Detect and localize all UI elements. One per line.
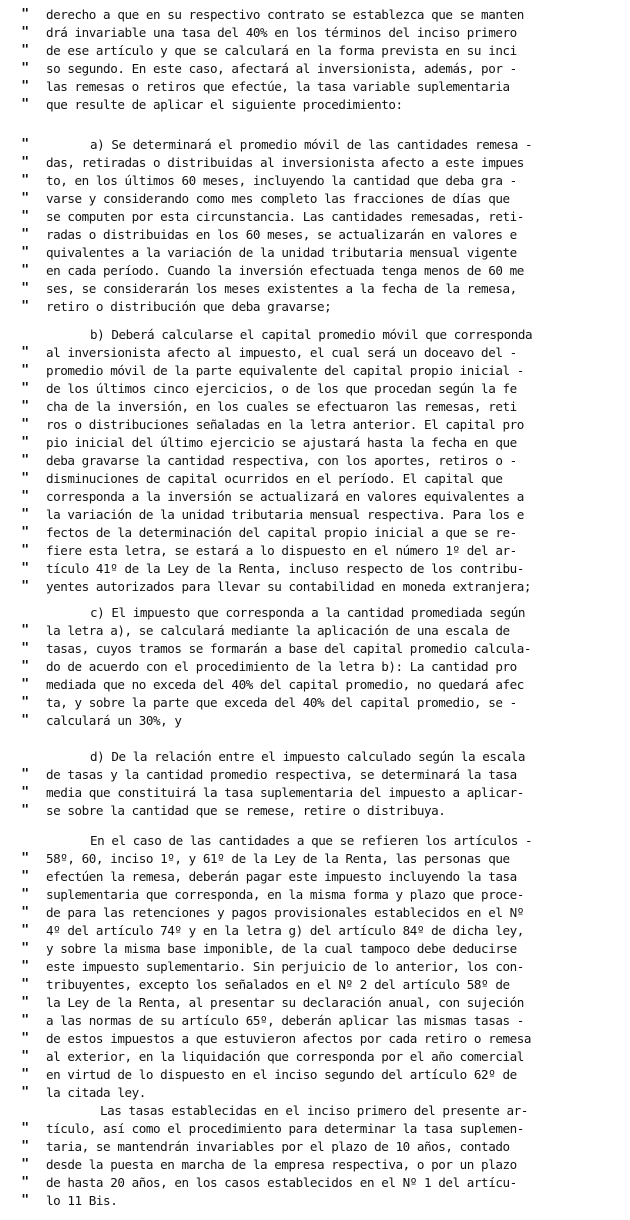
line-text: cha de la inversión, en los cuales se efectuaron las remesas, reti — [46, 399, 517, 414]
line-text: que resulte de aplicar el siguiente procedimiento: — [46, 97, 403, 112]
text-line — [0, 524, 630, 542]
quote-mark: " — [21, 543, 29, 558]
text-line — [0, 578, 630, 596]
line-text: de para las retenciones y pagos provisionales establecidos en el Nº — [46, 905, 524, 920]
line-text: taria, se mantendrán invariables por el plazo de 10 años, contado — [46, 1139, 510, 1154]
quote-mark: " — [21, 363, 29, 378]
text-line — [0, 362, 630, 380]
quote-mark: " — [21, 417, 29, 432]
text-line — [0, 868, 630, 886]
quote-mark: " — [21, 173, 29, 188]
text-line — [0, 542, 630, 560]
text-line — [0, 802, 630, 820]
line-text: das, retiradas o distribuidas al inversionista afecto a este impues — [46, 155, 524, 170]
text-line — [0, 208, 630, 226]
line-text: ta, y sobre la parte que exceda del 40% del capital promedio, se - — [46, 695, 517, 710]
text-line — [0, 1084, 630, 1102]
quote-mark: " — [21, 1067, 29, 1082]
text-line — [0, 694, 630, 712]
text-line — [0, 78, 630, 96]
text-line — [0, 712, 630, 730]
quote-mark: " — [21, 453, 29, 468]
text-line — [0, 226, 630, 244]
quote-mark: " — [21, 851, 29, 866]
quote-mark: " — [21, 1139, 29, 1154]
quote-mark: " — [21, 1031, 29, 1046]
text-line — [0, 172, 630, 190]
text-line — [0, 136, 630, 154]
line-text: deba gravarse la cantidad respectiva, con los aportes, retiros o - — [46, 453, 517, 468]
text-line — [0, 470, 630, 488]
quote-mark: " — [21, 525, 29, 540]
quote-mark: " — [21, 209, 29, 224]
line-text: en cada período. Cuando la inversión efectuada tenga menos de 60 me — [46, 263, 524, 278]
quote-mark: " — [21, 191, 29, 206]
text-line — [0, 604, 630, 622]
quote-mark: " — [21, 641, 29, 656]
text-line — [0, 298, 630, 316]
line-text: tribuyentes, excepto los señalados en el Nº 2 del artículo 58º de — [46, 977, 510, 992]
line-text: la citada ley. — [46, 1085, 146, 1100]
text-line — [0, 1030, 630, 1048]
quote-mark: " — [21, 381, 29, 396]
text-line — [0, 640, 630, 658]
quote-mark: " — [21, 959, 29, 974]
line-text: a las normas de su artículo 65º, deberán aplicar las mismas tasas - — [46, 1013, 524, 1028]
text-line — [0, 416, 630, 434]
text-line — [0, 922, 630, 940]
line-text: de ese artículo y que se calculará en la forma prevista en su inci — [46, 43, 517, 58]
line-text: quivalentes a la variación de la unidad tributaria mensual vigente — [46, 245, 517, 260]
text-line — [0, 766, 630, 784]
line-text: de los últimos cinco ejercicios, o de los que procedan según la fe — [46, 381, 517, 396]
quote-mark: " — [21, 299, 29, 314]
line-text: de tasas y la cantidad promedio respectiva, se determinará la tasa — [46, 767, 517, 782]
line-text: pio inicial del último ejercicio se ajustará hasta la fecha en que — [46, 435, 517, 450]
line-text: calculará un 30%, y — [46, 713, 182, 728]
quote-mark: " — [21, 1157, 29, 1172]
line-text: derecho a que en su respectivo contrato se establezca que se manten — [46, 7, 524, 22]
line-text: suplementaria que corresponda, en la misma forma y plazo que proce- — [46, 887, 524, 902]
quote-mark: " — [21, 435, 29, 450]
quote-mark: " — [21, 659, 29, 674]
line-text: tículo 41º de la Ley de la Renta, incluso respecto de los contribu- — [46, 561, 524, 576]
quote-mark: " — [21, 869, 29, 884]
line-text: al inversionista afecto al impuesto, el cual será un doceavo del - — [46, 345, 517, 360]
quote-mark: " — [21, 995, 29, 1010]
quote-mark: " — [21, 767, 29, 782]
line-text: promedio móvil de la parte equivalente del capital propio inicial - — [46, 363, 524, 378]
text-line — [0, 1102, 630, 1120]
text-line — [0, 560, 630, 578]
quote-mark: " — [21, 1049, 29, 1064]
text-line — [0, 24, 630, 42]
quote-mark: " — [21, 137, 29, 152]
quote-mark: " — [21, 1121, 29, 1136]
quote-mark: " — [21, 507, 29, 522]
line-text: varse y considerando como mes completo las fracciones de días que — [46, 191, 510, 206]
line-text: fiere esta letra, se estará a lo dispuesto en el número 1º del ar- — [46, 543, 517, 558]
line-text: drá invariable una tasa del 40% en los términos del inciso primero — [46, 25, 517, 40]
text-line — [0, 850, 630, 868]
text-line — [0, 886, 630, 904]
text-line — [0, 96, 630, 114]
quote-mark: " — [21, 1085, 29, 1100]
line-text: corresponda a la inversión se actualizará en valores equivalentes a — [46, 489, 524, 504]
text-line — [0, 748, 630, 766]
quote-mark: " — [21, 245, 29, 260]
line-text: de estos impuestos a que estuvieron afectos por cada retiro o remesa — [46, 1031, 531, 1046]
text-line — [0, 1192, 630, 1210]
line-text: en virtud de lo dispuesto en el inciso segundo del artículo 62º de — [46, 1067, 517, 1082]
line-text: a) Se determinará el promedio móvil de las cantidades remesa - — [90, 137, 533, 152]
line-text: media que constituirá la tasa suplementaria del impuesto a aplicar- — [46, 785, 524, 800]
line-text: En el caso de las cantidades a que se refieren los artículos - — [90, 833, 533, 848]
line-text: b) Deberá calcularse el capital promedio móvil que corresponda — [90, 327, 533, 342]
line-text: efectúen la remesa, deberán pagar este impuesto incluyendo la tasa — [46, 869, 517, 884]
quote-mark: " — [21, 155, 29, 170]
quote-mark: " — [21, 61, 29, 76]
text-line — [0, 506, 630, 524]
line-text: al exterior, en la liquidación que corresponda por el año comercial — [46, 1049, 524, 1064]
text-line — [0, 1156, 630, 1174]
line-text: mediada que no exceda del 40% del capital promedio, no quedará afec — [46, 677, 524, 692]
line-text: ses, se considerarán los meses existentes a la fecha de la remesa, — [46, 281, 517, 296]
line-text: la letra a), se calculará mediante la aplicación de una escala de — [46, 623, 510, 638]
text-line — [0, 1120, 630, 1138]
quote-mark: " — [21, 561, 29, 576]
line-text: radas o distribuidas en los 60 meses, se actualizarán en valores e — [46, 227, 517, 242]
quote-mark: " — [21, 227, 29, 242]
text-line — [0, 676, 630, 694]
text-line — [0, 326, 630, 344]
line-text: retiro o distribución que deba gravarse; — [46, 299, 332, 314]
line-text: 58º, 60, inciso 1º, y 61º de la Ley de la Renta, las personas que — [46, 851, 510, 866]
line-text: tículo, así como el procedimiento para determinar la tasa suplemen- — [46, 1121, 524, 1136]
text-line — [0, 344, 630, 362]
line-text: y sobre la misma base imponible, de la cual tampoco debe deducirse — [46, 941, 517, 956]
line-text: d) De la relación entre el impuesto calculado según la escala — [90, 749, 526, 764]
quote-mark: " — [21, 887, 29, 902]
line-text: desde la puesta en marcha de la empresa respectiva, o por un plazo — [46, 1157, 517, 1172]
text-line — [0, 190, 630, 208]
line-text: do de acuerdo con el procedimiento de la letra b): La cantidad pro — [46, 659, 517, 674]
line-text: to, en los últimos 60 meses, incluyendo la cantidad que deba gra - — [46, 173, 517, 188]
text-line — [0, 994, 630, 1012]
quote-mark: " — [21, 803, 29, 818]
quote-mark: " — [21, 623, 29, 638]
text-line — [0, 658, 630, 676]
text-line — [0, 1174, 630, 1192]
line-text: 4º del artículo 74º y en la letra g) del artículo 84º de dicha ley, — [46, 923, 524, 938]
quote-mark: " — [21, 905, 29, 920]
text-line — [0, 784, 630, 802]
text-line — [0, 904, 630, 922]
line-text: ros o distribuciones señaladas en la letra anterior. El capital pro — [46, 417, 524, 432]
line-text: Las tasas establecidas en el inciso primero del presente ar- — [100, 1103, 528, 1118]
quote-mark: " — [21, 1175, 29, 1190]
quote-mark: " — [21, 345, 29, 360]
text-line — [0, 1048, 630, 1066]
text-line — [0, 262, 630, 280]
line-text: se sobre la cantidad que se remese, retire o distribuya. — [46, 803, 446, 818]
line-text: este impuesto suplementario. Sin perjuicio de lo anterior, los con- — [46, 959, 524, 974]
text-line — [0, 832, 630, 850]
text-line — [0, 940, 630, 958]
quote-mark: " — [21, 399, 29, 414]
text-line — [0, 154, 630, 172]
text-line — [0, 434, 630, 452]
quote-mark: " — [21, 1013, 29, 1028]
quote-mark: " — [21, 713, 29, 728]
text-line — [0, 60, 630, 78]
quote-mark: " — [21, 7, 29, 22]
text-line — [0, 42, 630, 60]
quote-mark: " — [21, 785, 29, 800]
quote-mark: " — [21, 25, 29, 40]
quote-mark: " — [21, 43, 29, 58]
quote-mark: " — [21, 579, 29, 594]
quote-mark: " — [21, 1193, 29, 1208]
text-line — [0, 6, 630, 24]
text-line — [0, 380, 630, 398]
text-line — [0, 958, 630, 976]
text-line — [0, 622, 630, 640]
text-line — [0, 244, 630, 262]
line-text: fectos de la determinación del capital propio inicial a que se re- — [46, 525, 517, 540]
line-text: disminuciones de capital ocurridos en el período. El capital que — [46, 471, 503, 486]
quote-mark: " — [21, 695, 29, 710]
quote-mark: " — [21, 471, 29, 486]
quote-mark: " — [21, 923, 29, 938]
text-line — [0, 976, 630, 994]
quote-mark: " — [21, 97, 29, 112]
quote-mark: " — [21, 281, 29, 296]
quote-mark: " — [21, 489, 29, 504]
quote-mark: " — [21, 977, 29, 992]
line-text: las remesas o retiros que efectúe, la tasa variable suplementaria — [46, 79, 510, 94]
text-line — [0, 452, 630, 470]
text-line — [0, 1138, 630, 1156]
text-line — [0, 280, 630, 298]
line-text: se computen por esta circunstancia. Las cantidades remesadas, reti- — [46, 209, 524, 224]
line-text: de hasta 20 años, en los casos establecidos en el Nº 1 del artícu- — [46, 1175, 517, 1190]
line-text: la variación de la unidad tributaria mensual respectiva. Para los e — [46, 507, 524, 522]
line-text: tasas, cuyos tramos se formarán a base del capital promedio calcula- — [46, 641, 531, 656]
text-line — [0, 1012, 630, 1030]
line-text: la Ley de la Renta, al presentar su declaración anual, con sujeción — [46, 995, 524, 1010]
text-line — [0, 398, 630, 416]
line-text: yentes autorizados para llevar su contabilidad en moneda extranjera; — [46, 579, 531, 594]
text-line — [0, 1066, 630, 1084]
text-line — [0, 488, 630, 506]
line-text: so segundo. En este caso, afectará al inversionista, además, por - — [46, 61, 517, 76]
quote-mark: " — [21, 263, 29, 278]
quote-mark: " — [21, 79, 29, 94]
line-text: lo 11 Bis. — [46, 1193, 118, 1208]
quote-mark: " — [21, 941, 29, 956]
line-text: c) El impuesto que corresponda a la cantidad promediada según — [90, 605, 526, 620]
quote-mark: " — [21, 677, 29, 692]
